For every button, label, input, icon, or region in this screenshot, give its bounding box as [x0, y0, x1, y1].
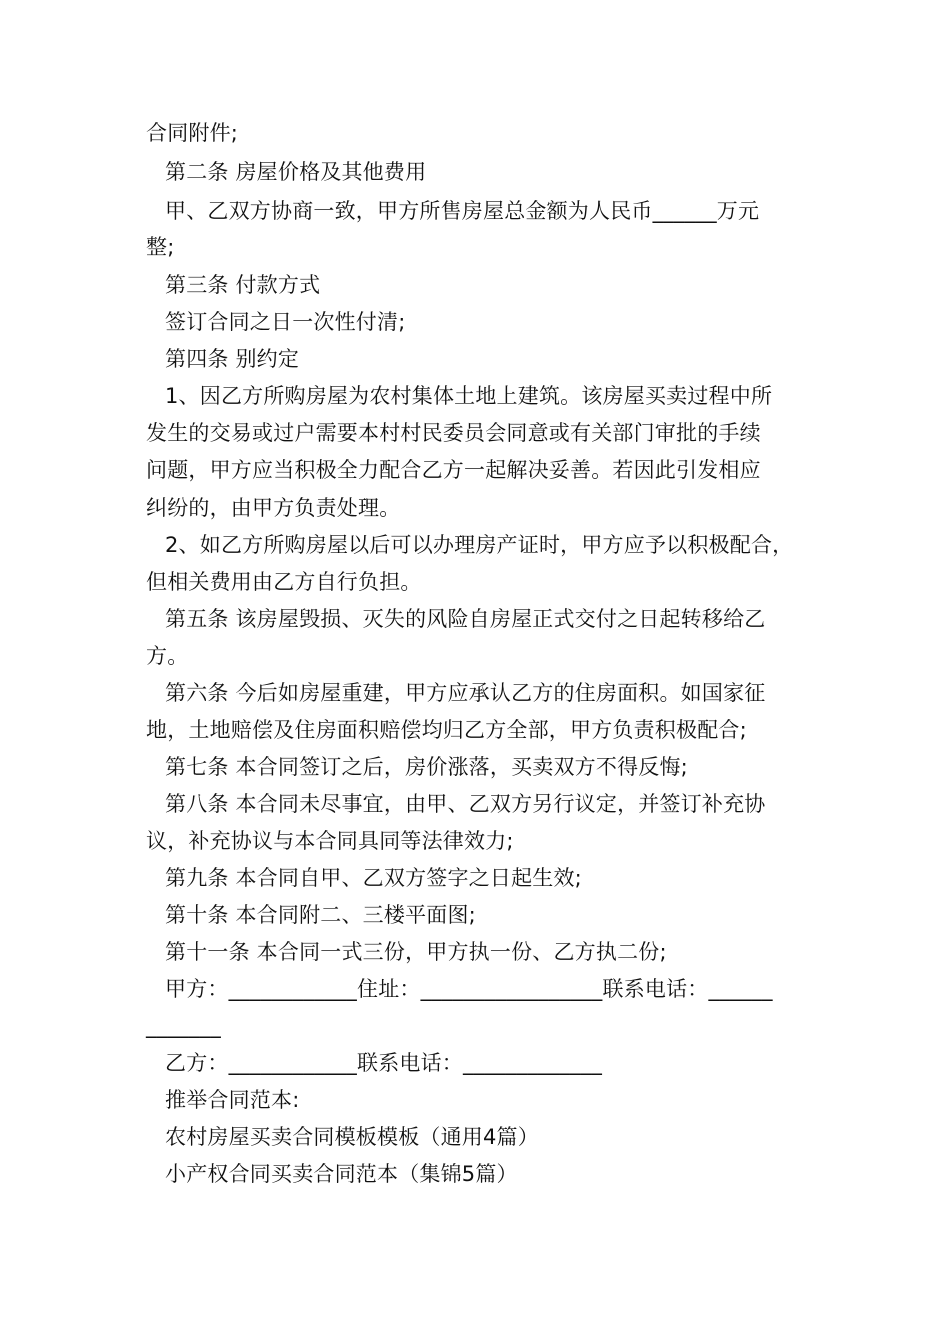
article-heading: 第三条 付款方式: [165, 273, 321, 297]
text-line: 议，补充协议与本合同具同等法律效力;: [146, 829, 514, 853]
signature-line-continuation: _______: [146, 1014, 221, 1038]
article-heading: 第六条 今后如房屋重建，甲方应承认乙方的住房面积。如国家征: [165, 681, 766, 705]
article-heading: 第五条 该房屋毁损、灭失的风险自房屋正式交付之日起转移给乙: [165, 607, 766, 631]
article-heading: 第八条 本合同未尽事宜，由甲、乙双方另行议定，并签订补充协: [165, 792, 766, 816]
text-line: 发生的交易或过户需要本村村民委员会同意或有关部门审批的手续: [146, 421, 761, 445]
article-heading: 第七条 本合同签订之后，房价涨落，买卖双方不得反悔;: [165, 755, 688, 779]
article-heading: 第四条 别约定: [165, 347, 300, 371]
signature-line-party-a: 甲方：____________住址：_________________联系电话：______: [165, 977, 773, 1001]
text-line: 整;: [146, 235, 175, 259]
text-line: 1、因乙方所购房屋为农村集体土地上建筑。该房屋买卖过程中所: [165, 384, 773, 408]
text-line: 合同附件;: [146, 121, 239, 145]
text-line: 问题，甲方应当积极全力配合乙方一起解决妥善。若因此引发相应: [146, 458, 761, 482]
text-line: 2、如乙方所购房屋以后可以办理房产证时，甲方应予以积极配合，: [165, 533, 794, 557]
recommend-link[interactable]: 小产权合同买卖合同范本（集锦5篇）: [165, 1162, 518, 1186]
recommend-link[interactable]: 农村房屋买卖合同模板模板（通用4篇）: [165, 1125, 539, 1149]
article-heading: 第二条 房屋价格及其他费用: [165, 160, 427, 184]
article-heading: 第九条 本合同自甲、乙双方签字之日起生效;: [165, 866, 582, 890]
text-line: 甲、乙双方协商一致，甲方所售房屋总金额为人民币______万元: [165, 199, 760, 223]
article-heading: 第十一条 本合同一式三份，甲方执一份、乙方执二份;: [165, 940, 667, 964]
text-line: 纠纷的，由甲方负责处理。: [146, 496, 401, 520]
recommend-heading: 推举合同范本:: [165, 1088, 300, 1112]
text-line: 签订合同之日一次性付清;: [165, 310, 406, 334]
text-line: 方。: [146, 644, 189, 668]
article-heading: 第十条 本合同附二、三楼平面图;: [165, 903, 476, 927]
text-line: 地，土地赔偿及住房面积赔偿均归乙方全部，甲方负责积极配合;: [146, 718, 747, 742]
signature-line-party-b: 乙方：____________联系电话：_____________: [165, 1051, 603, 1075]
text-line: 但相关费用由乙方自行负担。: [146, 570, 422, 594]
